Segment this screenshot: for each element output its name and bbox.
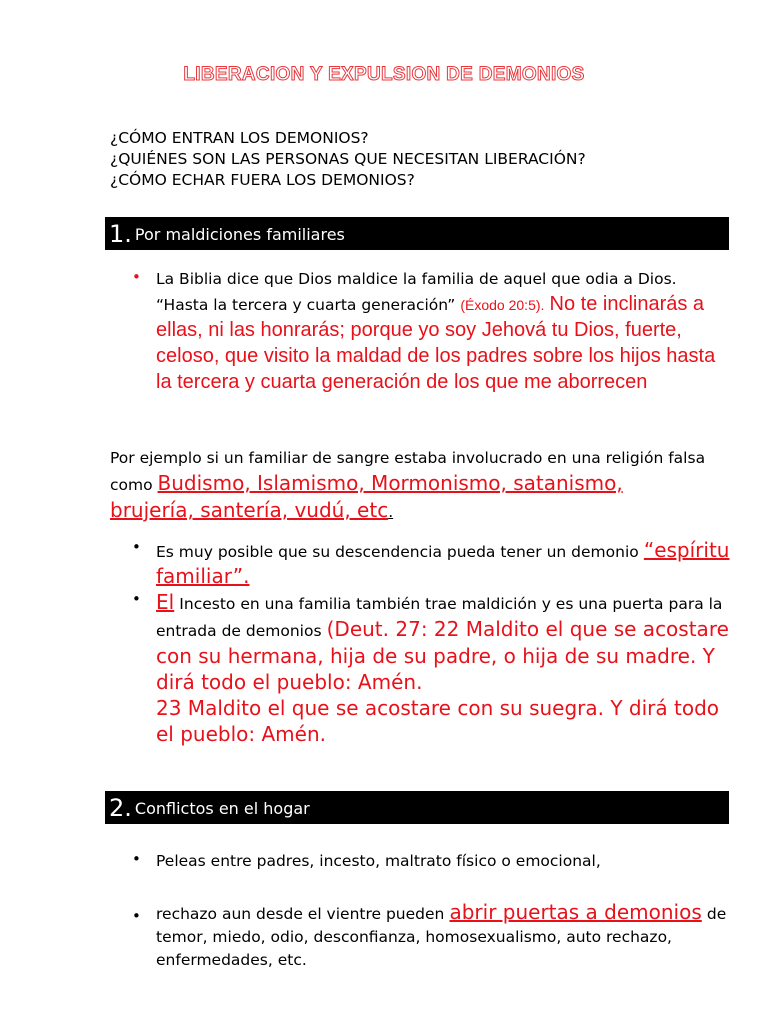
familiar-spirit-link: “espíritu familiar”. (156, 538, 730, 588)
list-item (0, 590, 731, 747)
section-1-number: 1. (109, 220, 132, 248)
bible-reference: (Éxodo 20:5). (460, 297, 545, 313)
bullet-text: de temor, miedo, odio, desconfianza, homosexualismo, auto rechazo, enfermedades, etc. (156, 905, 727, 969)
section-2-header (105, 791, 729, 824)
bullet-text: Incesto en una familia también trae maldición y es una puerta para la entrada de demonios (156, 595, 723, 640)
list-item (0, 538, 731, 588)
list-item (0, 268, 731, 395)
section-2-heading: Conflictos en el hogar (134, 799, 310, 818)
list-item (0, 901, 731, 972)
paragraph-end: . (388, 503, 394, 521)
bullet-icon: • (132, 850, 141, 868)
question-1: ¿CÓMO ENTRAN LOS DEMONIOS? (110, 129, 369, 147)
bible-verse: 23 Maldito el que se acostare con su suegra. Y dirá todo el pueblo: Amén. (156, 696, 720, 746)
questions-block (110, 128, 586, 191)
bullet-icon: • (132, 907, 141, 925)
section-2-list (0, 850, 768, 972)
paragraph-text: Por ejemplo si un familiar de sangre estaba involucrado en una religión falsa como (110, 449, 706, 494)
bullet-red-start: El (156, 590, 175, 614)
document-title: LIBERACION Y EXPULSION DE DEMONIOS (183, 64, 585, 85)
bible-verse: No te inclinarás a ellas, ni las honrarás; porque yo soy Jehová tu Dios, fuerte, celoso, que visito la maldad de los padres sobre los hijos hasta la tercera y cuarta generación de los que me aborrecen (156, 293, 716, 393)
open-doors-link: abrir puertas a demonios (449, 900, 702, 924)
question-3: ¿CÓMO ECHAR FUERA LOS DEMONIOS? (110, 171, 415, 189)
list-item (0, 850, 731, 873)
section-1-list-a (0, 268, 768, 395)
bullet-text: Peleas entre padres, incesto, maltrato físico o emocional, (156, 852, 601, 870)
bullet-icon: • (132, 538, 141, 556)
bullet-icon: • (132, 590, 141, 608)
false-religions-list: Budismo, Islamismo, Mormonismo, satanismo, brujería, santería, vudú, etc (110, 471, 623, 522)
question-2: ¿QUIÉNES SON LAS PERSONAS QUE NECESITAN LIBERACIÓN? (110, 150, 586, 168)
bible-verse: (Deut. 27: 22 Maldito el que se acostare con su hermana, hija de su padre, o hija de su madre. Y dirá todo el pueblo: Amén. (156, 617, 729, 694)
bullet-icon: • (132, 268, 141, 286)
section-1-list-b (0, 538, 768, 747)
bullet-text: Es muy posible que su descendencia pueda tener un demonio (156, 543, 639, 561)
section-1-header (105, 217, 729, 250)
bullet-text: La Biblia dice que Dios maldice la familia de aquel que odia a Dios. “Hasta la tercera y cuarta generación” (156, 270, 677, 314)
section-1-heading: Por maldiciones familiares (134, 225, 345, 244)
bullet-text: rechazo aun desde el vientre pueden (156, 905, 445, 923)
section-2-number: 2. (109, 794, 132, 822)
example-paragraph (110, 446, 710, 525)
